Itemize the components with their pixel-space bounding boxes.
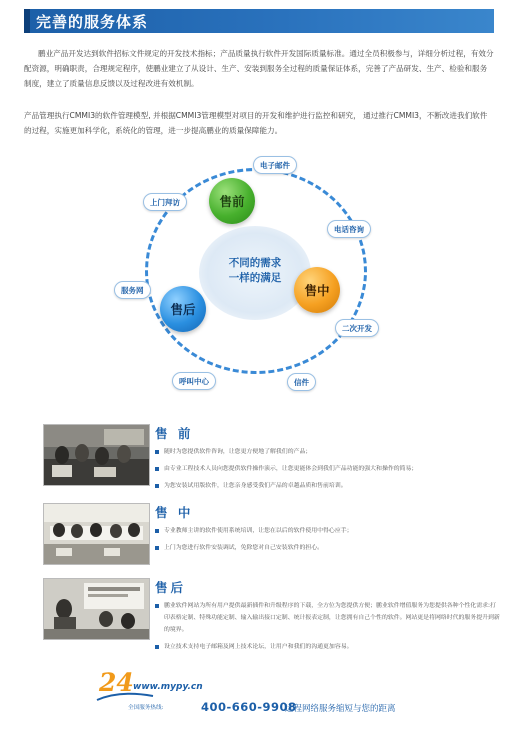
stage-pre-sale: 售前 xyxy=(209,178,255,224)
pre-sale-list xyxy=(155,446,500,497)
service-cycle-diagram xyxy=(105,148,405,393)
list-item: 为您安装试用版软件，让您亲身感受我们产品的卓越品质和售前培训。 xyxy=(155,480,500,492)
hotline-label: 全国服务热线: xyxy=(128,705,164,711)
section-after-sale xyxy=(43,578,503,648)
page-title: 完善的服务体系 xyxy=(36,13,149,31)
stage-after-sale: 售后 xyxy=(160,286,206,332)
channel-service-net: 服务网 xyxy=(114,281,151,299)
pre-sale-photo-image xyxy=(44,425,149,485)
center-slogan-line1: 不同的需求 xyxy=(228,257,282,269)
after-sale-photo-image xyxy=(44,579,149,639)
after-sale-photo xyxy=(43,578,150,640)
section-pre-sale xyxy=(43,424,503,494)
hotline-number: 400-660-9908 xyxy=(201,700,297,714)
list-item: 设立技术支持电子邮箱及网上技术论坛，让用户和我们的沟通更加容易。 xyxy=(155,641,500,653)
footer-slogan: 远程网络服务缩短与您的距离 xyxy=(285,704,396,714)
channel-on-site-visit: 上门拜访 xyxy=(143,193,187,211)
channel-letter: 信件 xyxy=(287,373,316,391)
in-sale-photo xyxy=(43,503,150,565)
bullet-square-icon xyxy=(155,467,159,471)
pre-sale-photo xyxy=(43,424,150,486)
in-sale-photo-image xyxy=(44,504,149,564)
bullet-square-icon xyxy=(155,529,159,533)
channel-phone-consult: 电话咨询 xyxy=(327,220,371,238)
stage-in-sale: 售中 xyxy=(294,267,340,313)
list-item: 由专业工程技术人员向您提供软件操作演示，让您更能体会到我们产品功能的强大和操作的简易； xyxy=(155,463,500,475)
section-in-sale xyxy=(43,503,503,573)
bullet-square-icon xyxy=(155,604,159,608)
list-item: 随时为您提供软件咨询，让您更方便地了解我们的产品； xyxy=(155,446,500,458)
website-link[interactable]: www.mypy.cn xyxy=(133,682,203,692)
in-sale-title: 售 中 xyxy=(155,505,194,520)
pre-sale-title: 售 前 xyxy=(155,426,194,441)
center-slogan xyxy=(199,256,311,286)
list-item: 专业教师主讲的软件使用系统培训，让您在以后的软件使用中得心应手； xyxy=(155,525,500,537)
channel-email: 电子邮件 xyxy=(253,156,297,174)
center-slogan-line2: 一样的满足 xyxy=(228,272,282,284)
in-sale-list xyxy=(155,525,500,559)
bullet-square-icon xyxy=(155,484,159,488)
after-sale-title: 售后 xyxy=(155,580,187,595)
channel-secondary-dev: 二次开发 xyxy=(335,319,379,337)
title-accent xyxy=(24,9,30,33)
bullet-square-icon xyxy=(155,546,159,550)
section-title-bar xyxy=(24,9,494,33)
logo-number: 24 xyxy=(99,668,134,697)
list-item: 上门为您进行软件安装调试，免除您对自己安装软件的担心。 xyxy=(155,542,500,554)
after-sale-list xyxy=(155,600,500,658)
bullet-square-icon xyxy=(155,645,159,649)
list-item: 鹏业软件网站为所有用户提供最新插件和升级程序的下载，全方位为您提供方便；鹏业软件增值服务为您提供各种个性化需求:打印表格定制、特殊功能定制、输入输出接口定制、统计报表定制，让您拥有自己个性的软件。网站更是将网络时代的服务提升到新的境界。 xyxy=(155,600,500,636)
bullet-square-icon xyxy=(155,450,159,454)
channel-call-center: 呼叫中心 xyxy=(172,372,216,390)
intro-paragraph-cmmi: 产品管理执行CMMI3的软件管理模型, 并根据CMMI3管理模型对项目的开发和维护进行监控和研究， 通过推行CMMI3，不断改进我们软件的过程，实施更加科学化，系统化的管理，进一步提高鹏业的质量保障能力。 xyxy=(24,111,488,135)
intro-paragraph-quality: 鹏业产品开发达到软件招标文件规定的开发技术指标；产品质量执行软件开发国际质量标准。通过全员积极参与，详细分析过程，有效分配资源，明确职责，合理规定程序，使鹏业建立了从设计、生产、安装到服务全过程的质量保证体系，完善了产品研发、生产、检验和服务制度，建立了质量信息反馈以及过程改进有效机制。 xyxy=(24,49,494,88)
